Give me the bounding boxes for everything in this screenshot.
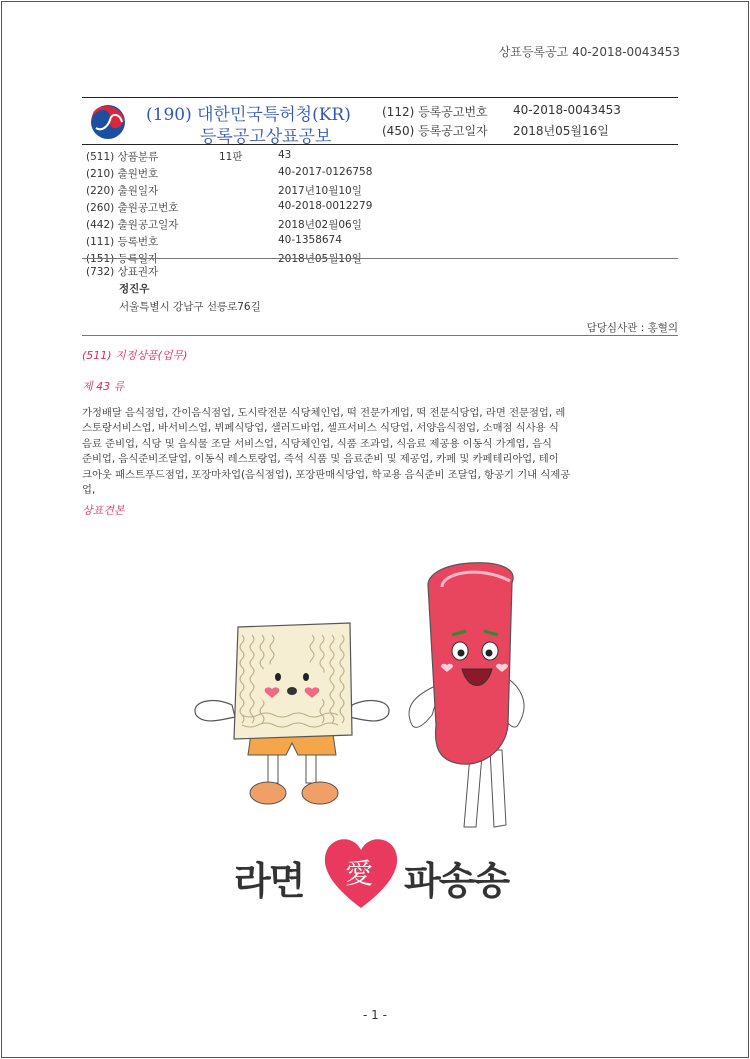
bib-value: 40-2018-0012279 <box>278 200 373 212</box>
class-heading: 제 43 류 <box>82 380 125 393</box>
bib-label: (210) 출원번호 <box>86 168 159 180</box>
goods-line: 업, <box>82 484 96 497</box>
bib-value: 2018년05월10일 <box>278 253 362 265</box>
mark-text-left: 라면 <box>234 859 304 903</box>
kipo-logo-icon <box>88 102 128 142</box>
goods-list <box>82 406 682 498</box>
bib-value: 2018년02월06일 <box>278 219 362 231</box>
bib-value: 40-1358674 <box>278 234 342 246</box>
title-rule <box>82 144 678 145</box>
bib-rule <box>82 258 678 259</box>
office-name: 대한민국특허청(KR) <box>197 105 351 125</box>
owner-address: 서울특별시 강남구 선릉로76길 <box>119 301 261 313</box>
mark-heading: 상표견본 <box>82 504 125 517</box>
examiner: 담당심사관 : 홍혈의 <box>586 322 678 334</box>
publication-title: 등록공고상표공보 <box>200 127 332 147</box>
bib-label: (151) 등록일자 <box>86 253 159 265</box>
top-rule <box>82 97 678 98</box>
section-rule <box>82 335 678 336</box>
goods-line: 스토랑서비스업, 바서비스업, 뷔페식당업, 샐러드바업, 셀프서비스 식당업, 서양음식점업, 소매점 식사용 식 <box>82 422 559 435</box>
heart-character: 愛 <box>345 857 374 890</box>
mascot-illustration <box>180 555 540 840</box>
bib-label: (111) 등록번호 <box>86 236 159 248</box>
bib-value: 40-2017-0126758 <box>278 166 373 178</box>
goods-heading: (511) 지정상품(업무) <box>82 349 188 362</box>
reg-pub-date-label: (450) 등록공고일자 <box>382 124 488 138</box>
kind-code: (190) <box>146 105 192 125</box>
page-number: - 1 - <box>363 1008 387 1022</box>
class-edition: 11판 <box>219 151 243 163</box>
mark-text-right: 파송송 <box>404 859 509 903</box>
goods-line: 음료 준비업, 식당 및 음식물 조달 서비스업, 식당체인업, 식품 조과업, 식음료 제공용 이동식 가게업, 음식 <box>82 437 553 450</box>
goods-line: 준비업, 음식준비조달업, 이동식 레스토랑업, 즉석 식품 및 음료준비 및 제공업, 카페 및 카페테리아업, 테이 <box>82 453 559 466</box>
reg-pub-no-value: 40-2018-0043453 <box>513 103 621 117</box>
owner-name: 정진우 <box>119 283 150 295</box>
goods-line: 크아웃 패스트푸드점업, 포장마차업(음식점업), 포장판매식당업, 학교용 음식준비 조달업, 항공기 기내 식제공 <box>82 468 571 481</box>
goods-line: 가정배달 음식점업, 간이음식점업, 도시락전문 식당체인업, 떡 전문가게업, 떡 전문식당업, 라면 전문점업, 레 <box>82 407 566 419</box>
class-value: 43 <box>278 149 292 161</box>
doc-id: 상표등록공고 40-2018-0043453 <box>498 45 680 59</box>
reg-pub-date-value: 2018년05월16일 <box>513 124 609 138</box>
class-label: (511) 상품분류 <box>86 151 159 163</box>
bib-label: (220) 출원일자 <box>86 185 159 197</box>
bib-label: (442) 출원공고일자 <box>86 219 179 231</box>
bib-value: 2017년10월10일 <box>278 185 362 197</box>
bib-label: (260) 출원공고번호 <box>86 202 179 214</box>
owner-label: (732) 상표권자 <box>86 266 159 278</box>
reg-pub-no-label: (112) 등록공고번호 <box>382 105 488 119</box>
